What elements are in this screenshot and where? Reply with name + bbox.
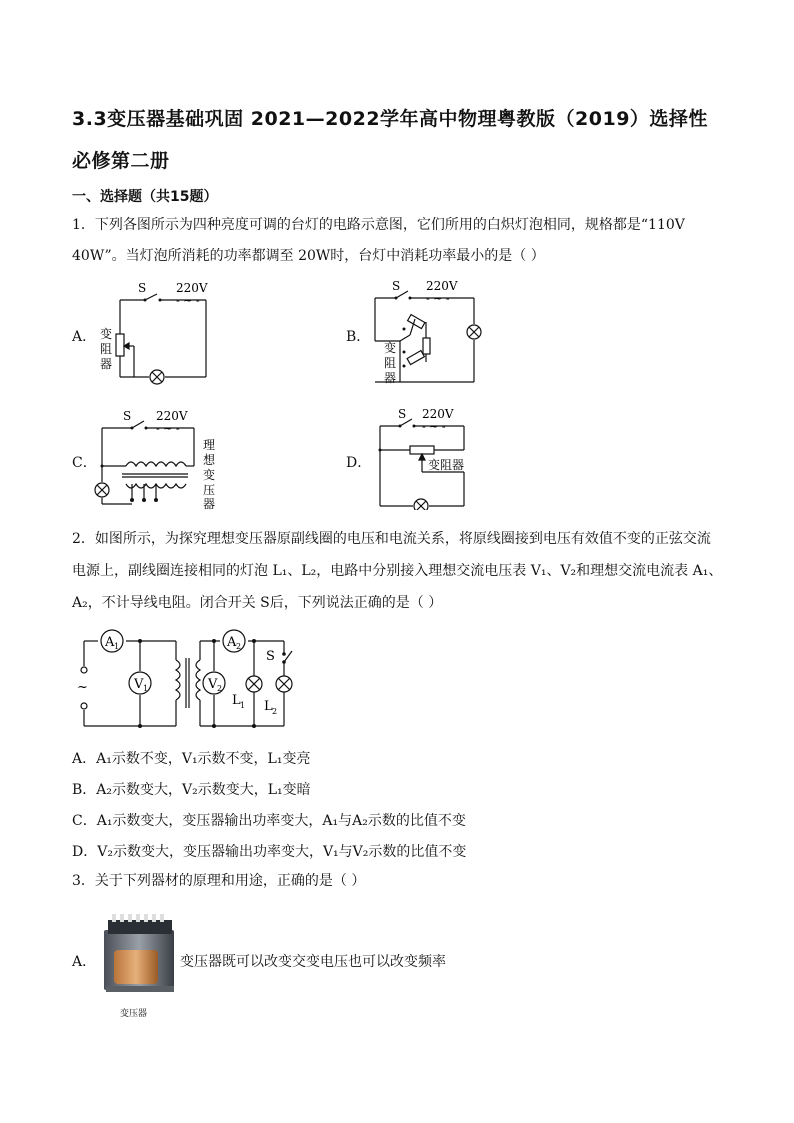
q3-option-a-label: A．	[72, 954, 97, 970]
q1-circuit-d	[370, 404, 480, 510]
q1-circuit-c	[90, 404, 230, 510]
svg-text:变: 变	[100, 327, 113, 341]
q2-stem-line-2: 电源上，副线圈连接相同的灯泡 L₁、L₂，电路中分别接入理想交流电压表 V₁、V₂和理想交流电流表 A₁、	[72, 563, 723, 579]
svg-text:1: 1	[240, 701, 246, 710]
svg-text:器: 器	[100, 357, 113, 371]
svg-text:2: 2	[236, 642, 242, 651]
document-title-line-2: 必修第二册	[72, 150, 170, 172]
switch-s-label: S	[266, 649, 275, 664]
svg-text:220V: 220V	[156, 409, 188, 423]
svg-text:220V: 220V	[176, 281, 208, 295]
q2-option-a: A．A₁示数不变，V₁示数不变，L₁变亮	[72, 751, 311, 767]
svg-text:2: 2	[217, 684, 223, 693]
svg-text:1: 1	[143, 684, 149, 693]
q2-option-d: D．V₂示数变大，变压器输出功率变大，V₁与V₂示数的比值不变	[72, 844, 467, 860]
ammeter-a1-label: A	[105, 635, 115, 650]
svg-text:器: 器	[203, 497, 216, 510]
document-title-line-1: 3.3变压器基础巩固 2021—2022学年高中物理粤教版（2019）选择性	[72, 108, 708, 130]
q2-stem-line-1: 2．如图所示，为探究理想变压器原副线圈的电压和电流关系，将原线圈接到电压有效值不变的正弦交流	[72, 531, 711, 547]
svg-text:变: 变	[384, 341, 397, 355]
q1-option-a-label: A．	[72, 329, 97, 345]
switch-label: S	[138, 281, 147, 295]
q1-stem-line-1: 1．下列各图所示为四种亮度可调的台灯的电路示意图，它们所用的白炽灯泡相同，规格都是“110V	[72, 217, 685, 233]
svg-text:220V: 220V	[422, 407, 454, 421]
svg-text:阻: 阻	[100, 342, 113, 356]
svg-text:变: 变	[203, 468, 216, 482]
svg-text:- ~ -: - ~ -	[156, 422, 180, 435]
ac-source-symbol: ~	[77, 680, 88, 695]
svg-text:S: S	[398, 407, 407, 421]
svg-text:- ~ -: - ~ -	[422, 420, 446, 433]
q1-stem-line-2: 40W”。当灯泡所消耗的功率都调至 20W时，台灯中消耗功率最小的是（ ）	[72, 248, 545, 264]
svg-text:S: S	[123, 409, 132, 423]
q1-option-b-label: B．	[346, 329, 371, 345]
q1-option-c-label: C．	[72, 455, 97, 471]
svg-text:阻: 阻	[384, 356, 397, 370]
ammeter-a2-label: A	[227, 635, 237, 650]
lamp-icon	[414, 499, 428, 510]
svg-text:S: S	[392, 279, 401, 293]
q1-option-d-label: D．	[346, 455, 372, 471]
svg-text:220V: 220V	[426, 279, 458, 293]
svg-text:想: 想	[203, 453, 216, 467]
svg-text:理: 理	[203, 438, 216, 452]
svg-text:器: 器	[384, 371, 397, 385]
svg-text:- ~ -: - ~ -	[176, 294, 200, 307]
voltmeter-v2-label: V	[208, 677, 218, 692]
q3-stem: 3．关于下列器材的原理和用途，正确的是（ ）	[72, 873, 366, 889]
lamp-l2-label: L	[264, 699, 273, 714]
q1-circuit-a	[90, 276, 220, 388]
q3-option-a-text: 变压器既可以改变交变电压也可以改变频率	[180, 954, 446, 970]
section-heading: 一、选择题（共15题）	[72, 189, 218, 205]
svg-text:- ~ -: - ~ -	[426, 292, 450, 305]
q2-option-b: B．A₂示数变大，V₂示数变大，L₁变暗	[72, 782, 311, 798]
q1-circuit-b	[370, 276, 490, 388]
svg-text:压: 压	[203, 483, 216, 497]
svg-text:变阻器: 变阻器	[428, 458, 465, 472]
svg-text:2: 2	[272, 707, 278, 716]
q2-transformer-circuit	[72, 624, 312, 734]
voltmeter-v1-label: V	[134, 677, 144, 692]
q2-option-c: C．A₁示数变大，变压器输出功率变大，A₁与A₂示数的比值不变	[72, 813, 466, 829]
transformer-photo	[98, 910, 178, 1002]
svg-text:1: 1	[114, 642, 120, 651]
q2-stem-line-3: A₂，不计导线电阻。闭合开关 S后，下列说法正确的是（ ）	[72, 595, 443, 611]
lamp-l1-label: L	[232, 693, 241, 708]
transformer-photo-caption: 变压器	[120, 1009, 148, 1019]
